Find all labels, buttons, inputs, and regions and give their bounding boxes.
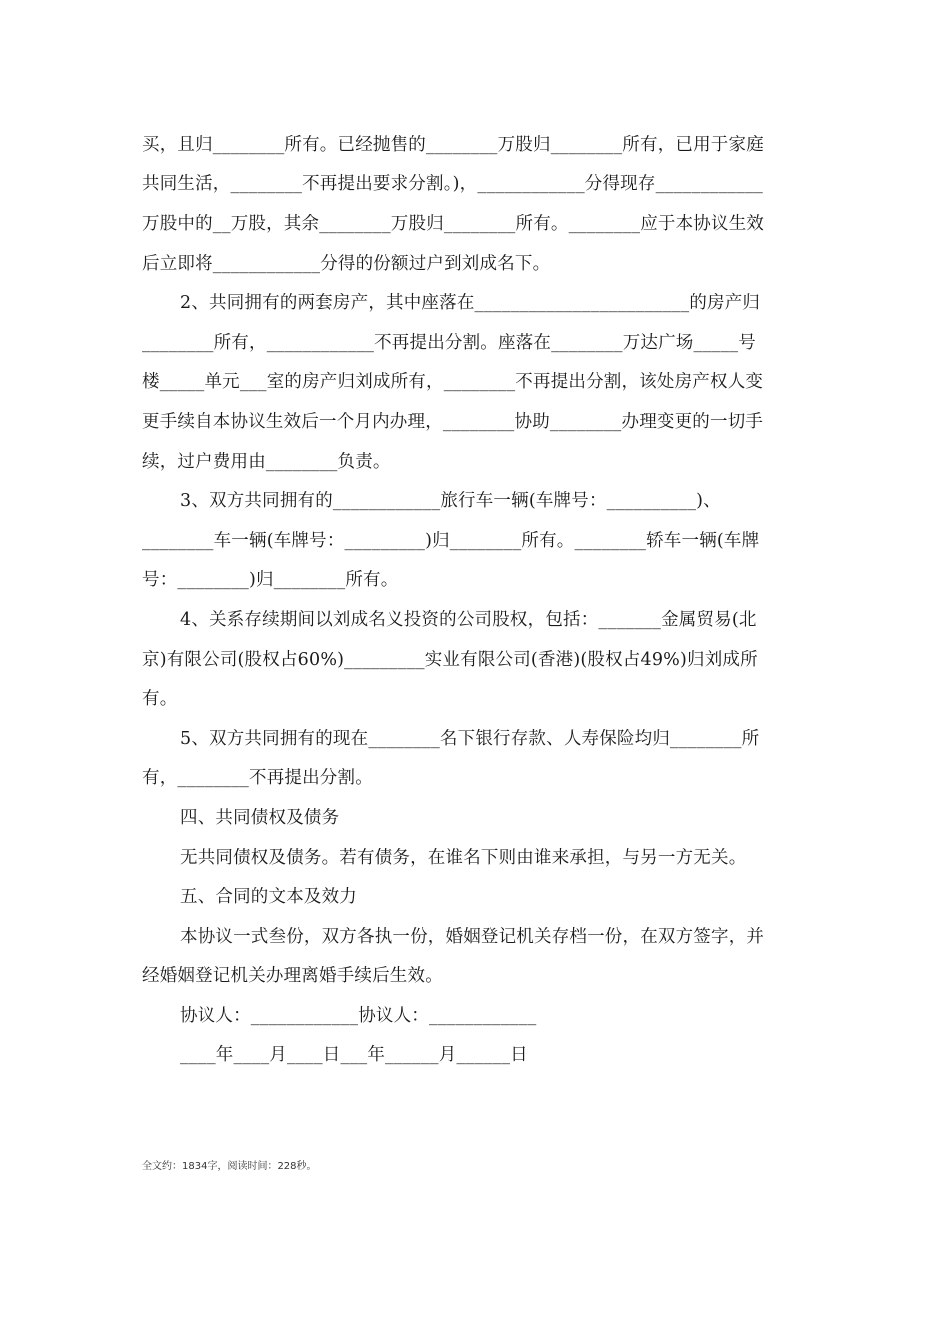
signature-line: 协议人：____________协议人：____________ — [180, 1006, 537, 1026]
clause-3-start: 3、双方共同拥有的____________旅行车一辆(车牌号：__________)、 — [180, 491, 721, 511]
text-line: 楼_____单元___室的房产归刘成所有，________不再提出分割，该处房产权人变 — [142, 372, 764, 392]
clause-5-start: 5、双方共同拥有的现在________名下银行存款、人寿保险均归________所 — [180, 729, 760, 749]
clause-4-start: 4、关系存续期间以刘成名义投资的公司股权，包括：_______金属贸易(北 — [180, 610, 757, 630]
text-line: 本协议一式叁份，双方各执一份，婚姻登记机关存档一份，在双方签字，并 — [180, 927, 765, 947]
text-line: 有。 — [142, 689, 178, 709]
text-line: 共同生活，________不再提出要求分割。)，____________分得现存____________ — [142, 174, 763, 194]
clause-2-start: 2、共同拥有的两套房产，其中座落在________________________的房产归 — [180, 293, 761, 313]
section-heading-4: 四、共同债权及债务 — [180, 808, 340, 828]
text-line: 号：________)归________所有。 — [142, 570, 399, 590]
text-line: 买，且归________所有。已经抛售的________万股归________所有，已用于家庭 — [142, 135, 764, 155]
text-line: 后立即将____________分得的份额过户到刘成名下。 — [142, 254, 551, 274]
date-line: ____年____月____日___年______月______日 — [180, 1045, 528, 1065]
text-line: 无共同债权及债务。若有债务，在谁名下则由谁来承担，与另一方无关。 — [180, 848, 747, 868]
text-line: 经婚姻登记机关办理离婚手续后生效。 — [142, 966, 443, 986]
section-heading-5: 五、合同的文本及效力 — [180, 887, 357, 907]
text-line: 万股中的__万股，其余________万股归________所有。________应于本协议生效 — [142, 214, 765, 234]
text-line: 更手续自本协议生效后一个月内办理，________协助________办理变更的一切手 — [142, 412, 764, 432]
word-count-footer: 全文约：1834字，阅读时间：228秒。 — [142, 1161, 317, 1172]
text-line: 京)有限公司(股权占60%)_________实业有限公司(香港)(股权占49%)归刘成所 — [142, 650, 758, 670]
text-line: 有，________不再提出分割。 — [142, 768, 373, 788]
text-line: ________所有，____________不再提出分割。座落在________万达广场_____号 — [142, 333, 756, 353]
text-line: ________车一辆(车牌号：_________)归________所有。________轿车一辆(车牌 — [142, 531, 760, 551]
text-line: 续，过户费用由________负责。 — [142, 452, 391, 472]
